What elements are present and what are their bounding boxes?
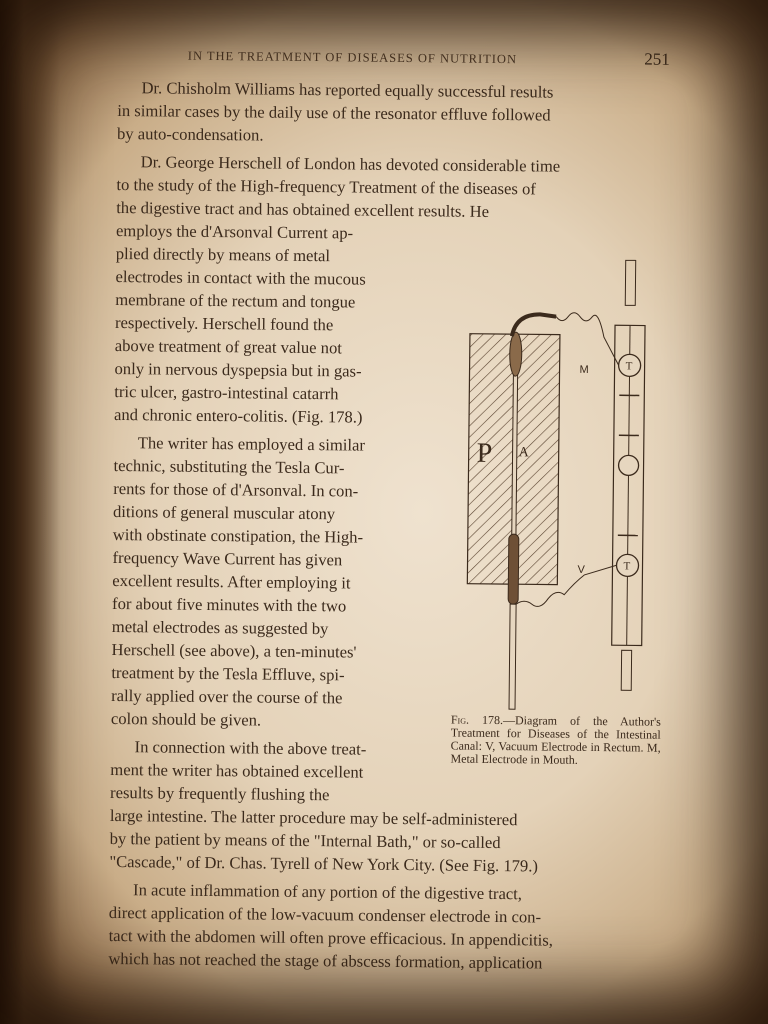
text-line: electrodes in contact with the mucous: [115, 266, 366, 289]
page-number: 251: [644, 49, 670, 69]
text-line: technic, substituting the Tesla Cur-: [113, 455, 345, 478]
mouth-electrode: [510, 332, 522, 376]
text-line: rents for those of d'Arsonval. In con-: [113, 478, 359, 501]
text-line: tact with the abdomen will often prove efficacious. In appendicitis,: [108, 925, 554, 950]
text-line: In connection with the above treat-: [134, 737, 367, 759]
text-line: by the patient by means of the "Internal Bath," or so-called: [109, 828, 501, 853]
label-t-lower: T: [623, 560, 631, 573]
text-line: in similar cases by the daily use of the resonator effluve followed: [117, 100, 551, 125]
text-line: colon should be given.: [110, 708, 262, 730]
text-line: treatment by the Tesla Effluve, spi-: [111, 662, 345, 685]
vacuum-electrode: [508, 534, 519, 604]
label-m: M: [579, 363, 589, 376]
text-line: and chronic entero-colitis. (Fig. 178.): [113, 404, 363, 427]
text-line: to the study of the High-frequency Treatment of the diseases of: [116, 174, 536, 199]
text-line: direct application of the low-vacuum condenser electrode in con-: [108, 902, 542, 927]
text-line: The writer has employed a similar: [137, 433, 366, 455]
text-line: excellent results. After employing it: [112, 570, 351, 593]
text-line: which has not reached the stage of abscess formation, application: [108, 948, 543, 973]
text-line: frequency Wave Current has given: [112, 547, 343, 570]
bottom-terminal: [621, 650, 631, 690]
text-line: employs the d'Arsonval Current ap-: [115, 220, 354, 243]
text-line: Dr. Chisholm Williams has reported equally successful results: [141, 78, 554, 102]
text-line: Dr. George Herschell of London has devoted considerable time: [140, 152, 561, 176]
text-line: respectively. Herschell found the: [114, 312, 334, 335]
text-line: large intestine. The latter procedure may be self-administered: [109, 805, 518, 830]
text-line: only in nervous dyspepsia but in gas-: [114, 358, 362, 381]
wire-m: [556, 313, 620, 366]
text-line: "Cascade," of Dr. Chas. Tyrell of New York City. (See Fig. 179.): [109, 851, 539, 876]
text-line: for about five minutes with the two: [111, 593, 347, 616]
text-line: Herschell (see above), a ten-minutes': [111, 639, 357, 662]
text-line: tric ulcer, gastro-intestinal catarrh: [114, 381, 339, 404]
text-line: plied directly by means of metal: [115, 243, 331, 266]
mouth-electrode-handle: [512, 314, 556, 336]
text-line: metal electrodes as suggested by: [111, 616, 329, 639]
label-p: P: [476, 437, 493, 469]
figure-178-diagram: [456, 244, 681, 726]
text-line: In acute inflammation of any portion of the digestive tract,: [133, 880, 523, 904]
text-line: ditions of general muscular atony: [112, 501, 336, 524]
text-line: the digestive tract and has obtained excellent results. He: [116, 197, 490, 221]
text-line: results by frequently flushing the: [110, 782, 330, 805]
text-line: membrane of the rectum and tongue: [115, 289, 356, 312]
text-line: above treatment of great value not: [114, 335, 343, 358]
text-line: ment the writer has obtained excellent: [110, 759, 364, 782]
caption-text: —Diagram of the Author's Treatment for Diseases of the Intestinal Canal: V, Vacuum Electrode in Rectum. M, Metal Electrode in Mouth.: [450, 713, 661, 767]
spark-ball: [618, 455, 638, 475]
label-v: V: [577, 563, 585, 576]
book-spine-shadow: [0, 0, 60, 1024]
caption-label: Fig. 178.: [450, 712, 504, 728]
text-line: by auto-condensation.: [116, 123, 264, 145]
figure-caption: [450, 714, 661, 768]
label-a: A: [518, 445, 529, 461]
label-t-upper: T: [625, 360, 633, 373]
electrode-rod: [509, 604, 516, 709]
running-head: IN THE TREATMENT OF DISEASES OF NUTRITION: [187, 48, 518, 67]
text-line: with obstinate constipation, the High-: [112, 524, 364, 547]
text-line: rally applied over the course of the: [111, 685, 343, 708]
top-terminal: [625, 260, 635, 305]
